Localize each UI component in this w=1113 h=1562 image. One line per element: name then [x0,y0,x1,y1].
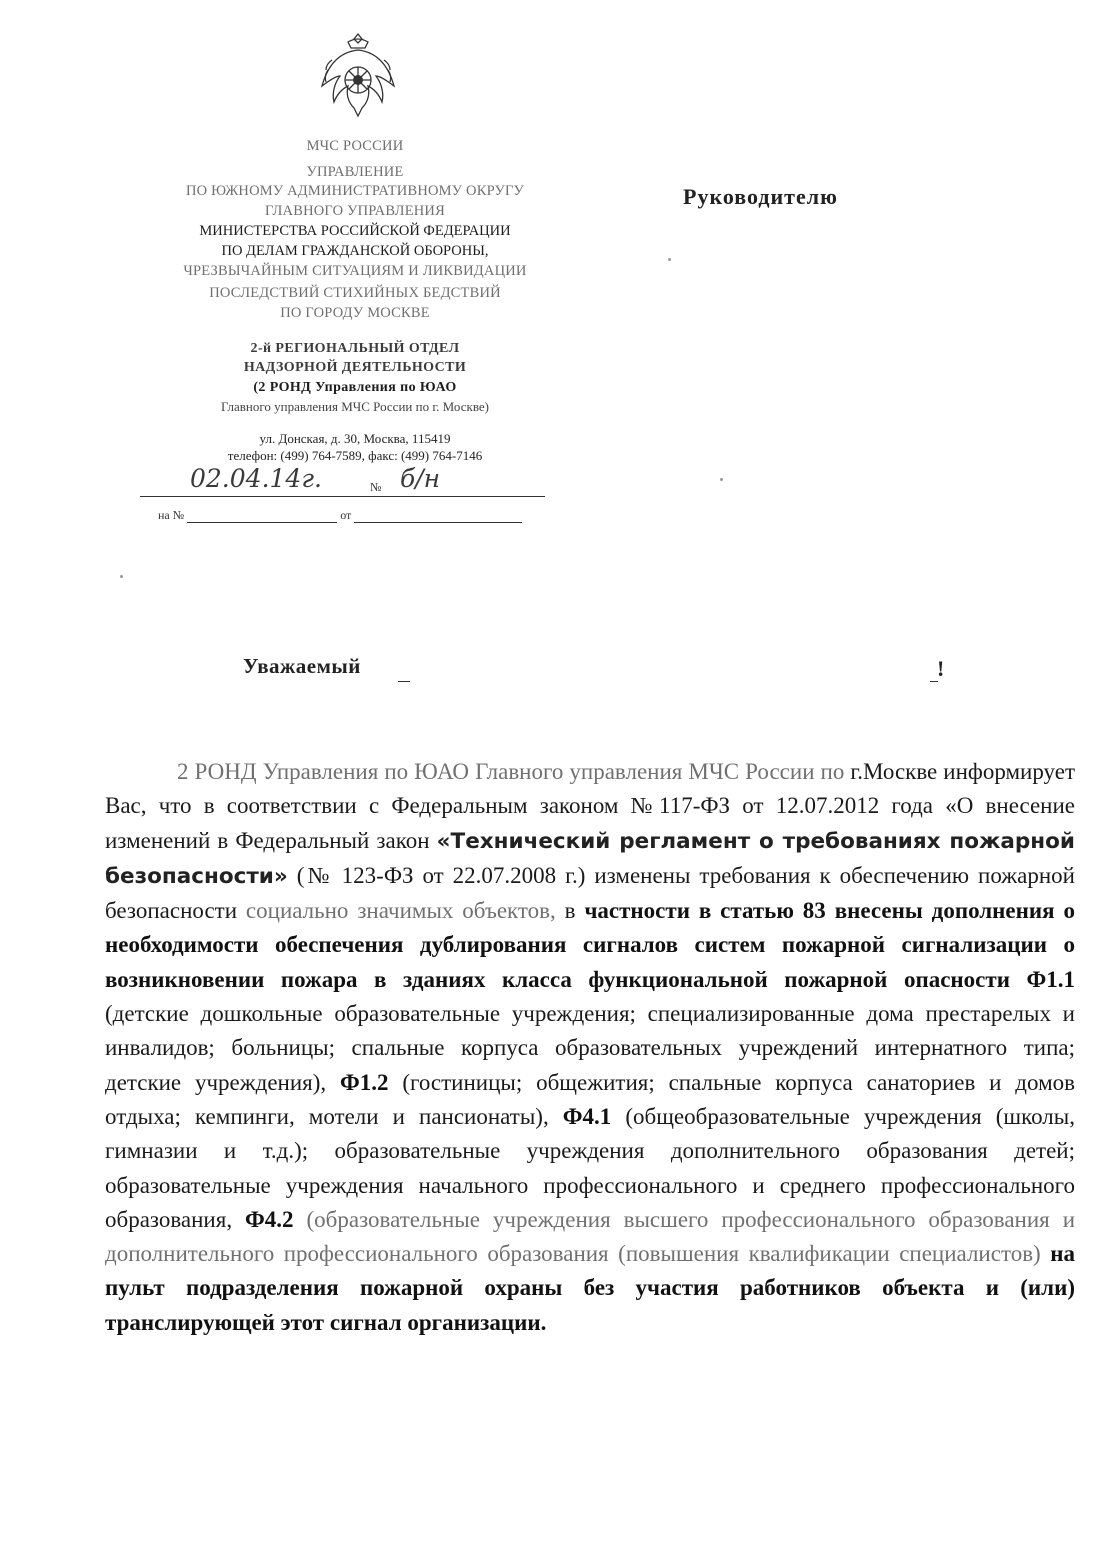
header-line: ПО ГОРОДУ МОСКВЕ [280,305,430,321]
body-segment-bold: частности в статью 83 внесены дополнения о необходимости обеспечения дублирования сигналов систем пожарной сигнализации о возникновении пожара в зданиях класса функциональной пожарной опасности Ф1.1 [105,898,1075,992]
body-segment: (№ 123-ФЗ от 22.07.2008 г.) изменены требования к обеспечению пожарной безопасности [105,862,1075,924]
reference-date-label: от [340,508,352,522]
header-line: ПО ДЕЛАМ ГРАЖДАНСКОЙ ОБОРОНЫ, [221,243,489,259]
addressee: Руководителю [683,184,838,209]
scan-speck [120,575,123,578]
body-segment-bold: «Технический регламент о требованиях пожарной безопасности» [105,828,1075,889]
body-segment-bold: Ф1.2 [339,1069,389,1095]
body-segment-bold: на пульт подразделения пожарной охраны без участия работников объекта и (или) транслирующей этот сигнал организации. [105,1241,1075,1335]
header-line: УПРАВЛЕНИЕ [306,164,404,180]
body-segment: г.Москве информирует Вас, что в соответствии с Федеральным законом №117-ФЗ от 12.07.2012 года «О внесение изменений в Федеральный закон [105,759,1075,853]
body-segment: 2 РОНД Управления по ЮАО Главного управления МЧС России по [177,759,845,784]
reference-number-label: на № [158,508,185,522]
dept-line: НАДЗОРНОЙ ДЕЯТЕЛЬНОСТИ [243,360,467,375]
scan-speck [720,478,723,481]
salutation-blank [398,681,410,682]
header-line: ЧРЕЗВЫЧАЙНЫМ СИТУАЦИЯМ И ЛИКВИДАЦИИ [183,263,527,279]
scan-speck [668,258,671,261]
body-segment: социально значимых объектов, [245,898,556,924]
body-segment-bold: Ф4.2 [245,1206,294,1232]
letter-body [105,755,1075,1340]
dept-line: 2-й РЕГИОНАЛЬНЫЙ ОТДЕЛ [250,341,460,356]
body-segment: в [555,898,585,924]
header-line: ГЛАВНОГО УПРАВЛЕНИЯ [265,203,445,219]
phone-fax: телефон: (499) 764-7589, факс: (499) 764-7146 [227,448,483,463]
registration-number-label: № [370,480,382,494]
org-short-name: МЧС РОССИИ [306,138,404,154]
salutation: Уважаемый [243,654,361,678]
mchs-eagle-emblem-icon [318,30,398,126]
registration-date: 02.04.14г. [190,464,322,493]
dept-line: Главного управления МЧС России по г. Москве) [221,399,489,414]
body-segment: (детские дошкольные образовательные учреждения; специализированные дома престарелых и инвалидов; больницы; спальные корпуса образовательных учреждений интернатного типа; детские учреждения), [105,1001,1075,1095]
body-segment: (гостиницы; общежития; спальные корпуса санаториев и домов отдыха; кемпинги, мотели и пансионаты), [105,1069,1075,1129]
address: ул. Донская, д. 30, Москва, 115419 [259,431,451,446]
dept-line: (2 РОНД Управления по ЮАО [253,380,457,395]
body-segment-bold: Ф4.1 [562,1103,612,1129]
body-segment: (общеобразовательные учреждения (школы, гимназии и т.д.); образовательные учреждения дополнительного образования детей; образовательные учреждения начального профессионального и среднего профессионального образования, [105,1103,1075,1232]
reference-line [158,508,548,523]
registration-number: б/н [400,464,441,493]
header-line: МИНИСТЕРСТВА РОССИЙСКОЙ ФЕДЕРАЦИИ [199,223,511,239]
header-line: ПОСЛЕДСТВИЙ СТИХИЙНЫХ БЕДСТВИЙ [209,285,501,301]
salutation-exclamation: ! [937,656,945,681]
body-segment: (образовательные учреждения высшего профессионального образования и дополнительного профессионального образования (повышения квалификации специалистов) [105,1206,1076,1267]
header-line: ПО ЮЖНОМУ АДМИНИСТРАТИВНОМУ ОКРУГУ [185,183,525,199]
